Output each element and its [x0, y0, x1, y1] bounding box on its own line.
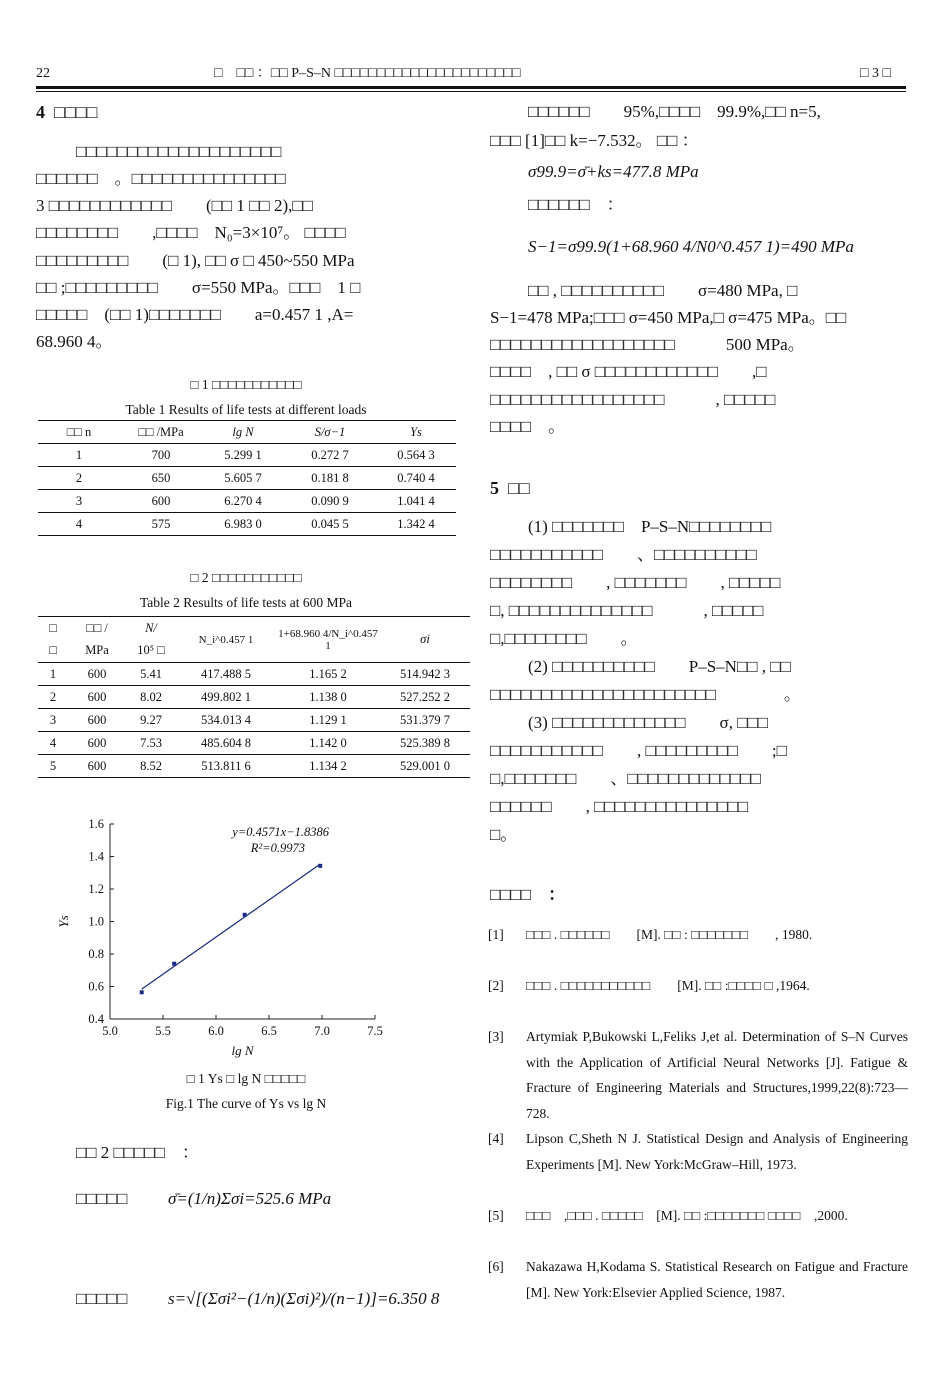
figure1-caption-cn: □ 1 Ys □ lg N □□□□□ — [186, 1071, 306, 1086]
x-tick-label: 7.0 — [314, 1024, 330, 1038]
table-header-cell: MPa — [85, 643, 109, 658]
table-row — [38, 513, 456, 536]
reference-text: Lipson C,Sheth N J. Statistical Design and Analysis of Engineering Experiments [M]. New York:McGraw–Hill, 1973. — [526, 1131, 908, 1172]
table-cell: 0.740 4 — [397, 470, 435, 485]
table-cell: 527.252 2 — [400, 689, 450, 704]
y-tick-label: 1.4 — [88, 849, 104, 864]
table-header-cell: 10⁵ □ — [137, 643, 165, 658]
issue-label: □ 3 □ — [860, 66, 891, 81]
section-4-heading: 4 □□□□ — [36, 102, 98, 122]
table-row — [38, 444, 456, 467]
table-cell: 600 — [87, 758, 107, 773]
table-cell: 525.389 8 — [400, 735, 450, 750]
reference-number: [6] — [488, 1259, 504, 1274]
reference-text: □□□ . □□□□□□□□□□□ [M]. □□ :□□□□ □ ,1964. — [526, 978, 810, 993]
table-cell: 5.299 1 — [224, 447, 262, 462]
std-label: □□□□□ — [76, 1289, 128, 1308]
table-cell: 417.488 5 — [201, 666, 251, 681]
y-tick-label: 0.6 — [88, 979, 104, 994]
running-title: □ □□ ：□□ P–S–N □□□□□□□□□□□□□□□□□□□□□□ — [214, 66, 521, 81]
reference-text: Nakazawa H,Kodama S. Statistical Research on Fatigue and Fracture [M]. New York:Elsevier Applied Science, 1987. — [526, 1259, 908, 1300]
y-axis-label: Ys — [56, 915, 71, 928]
reference-item — [488, 1126, 908, 1203]
text-line: □□□□□□□□□□□□□□□□□□□□□□ 。 — [490, 685, 801, 704]
table2-caption-cn: □ 2 □□□□□□□□□□□ — [190, 570, 302, 585]
text-line: 3 □□□□□□□□□□□□ (□□ 1 □□ 2),□□ — [36, 196, 313, 215]
table-header-cell: Ys — [410, 424, 422, 439]
y-tick-label: 0.4 — [88, 1012, 104, 1026]
reference-item — [488, 1203, 908, 1254]
table-cell: 499.802 1 — [201, 689, 251, 704]
reference-text: □□□ ,□□□ . □□□□□ [M]. □□ :□□□□□□□ □□□□ ,2000. — [526, 1208, 848, 1223]
table2-caption-en: Table 2 Results of life tests at 600 MPa — [139, 595, 353, 610]
table-cell: 3 — [75, 493, 83, 508]
text-line: □□□□□□ , □□□□□□□□□□□□□□□ — [490, 797, 749, 816]
table-header-row — [38, 617, 470, 640]
text-line: □□□□□□□□□□□□□□□□□□ 500 MPa。 — [490, 335, 805, 354]
reference-item — [488, 1254, 908, 1331]
text-line: □□□□□□□□□□□□□□□□□□□□ — [76, 142, 282, 161]
reference-item — [488, 922, 908, 973]
figure1-caption-en: Fig.1 The curve of Ys vs lg N — [165, 1096, 327, 1111]
table-row — [38, 732, 470, 755]
table-cell: 1.134 2 — [309, 758, 347, 773]
table-cell: 0.090 9 — [311, 493, 349, 508]
table-cell: 485.604 8 — [201, 735, 251, 750]
header-rule-thin — [36, 91, 906, 92]
x-tick-label: 6.0 — [208, 1024, 224, 1038]
y-tick-label: 1.0 — [88, 914, 104, 929]
r-squared-label: R²=0.9973 — [250, 841, 305, 855]
text-line: □, □□□□□□□□□□□□□□ , □□□□□ — [490, 601, 764, 620]
text-line: □□□□ , □□ σ □□□□□□□□□□□□ ,□ — [490, 362, 767, 381]
text-line: (2) □□□□□□□□□□ P–S–N□□ , □□ — [528, 657, 791, 676]
table-cell: 0.564 3 — [397, 447, 435, 462]
table-cell: 600 — [87, 735, 107, 750]
text-line: □□□□□□□□ ,□□□□ N₀=3×10⁷。 □□□□ — [36, 223, 346, 242]
page-number: 22 — [36, 66, 50, 81]
text-line: S−1=478 MPa;□□□ σ=450 MPa,□ σ=475 MPa。□□ — [490, 308, 847, 327]
table-row — [38, 709, 470, 732]
table-cell: 700 — [151, 447, 171, 462]
table-cell: 1.342 4 — [397, 516, 435, 531]
x-tick-label: 5.5 — [155, 1024, 171, 1038]
table-cell: 650 — [151, 470, 171, 485]
text-line: □□□□ 。 — [490, 417, 566, 436]
trendline — [142, 864, 320, 989]
table-cell: 575 — [151, 516, 171, 531]
std-formula: s=√[(Σσi²−(1/n)(Σσi)²)/(n−1)]=6.350 8 — [168, 1289, 440, 1308]
reference-text: □□□ . □□□□□□ [M]. □□ : □□□□□□□ , 1980. — [526, 927, 813, 942]
table-header-cell: □ — [49, 643, 57, 658]
table-cell: 514.942 3 — [400, 666, 450, 681]
table-cell: 9.27 — [140, 712, 162, 727]
table-header-cell: N_i^0.457 1 — [198, 633, 254, 646]
table-cell: 600 — [151, 493, 171, 508]
table-cell: 7.53 — [140, 735, 162, 750]
table1 — [38, 420, 456, 536]
table-cell: 1.138 0 — [309, 689, 347, 704]
reference-item — [488, 1024, 908, 1126]
reference-text: Artymiak P,Bukowski L,Feliks J,et al. Determination of S–N Curves with the Application of Artificial Neural Networks [J]. Fatigue & Fracture of Engineering Materials and Structures,1999,22(8):723—728. — [526, 1029, 908, 1121]
table-cell: 0.045 5 — [311, 516, 349, 531]
x-axis-label: lg N — [231, 1043, 254, 1058]
text-line: □□□□□□□□□□□□□□□□□ , □□□□□ — [490, 390, 776, 409]
table-header-cell: 1+68.960 4/N_i^0.457 1 — [278, 627, 378, 652]
text-line: □□□□□□ 95%,□□□□ 99.9%,□□ n=5, — [528, 102, 821, 121]
text-line: □□ ;□□□□□□□□□ σ=550 MPa。□□□ 1 □ — [36, 278, 361, 297]
table-header-cell: □□ / — [86, 620, 108, 635]
header-rule-thick — [36, 86, 906, 89]
x-tick-label: 5.0 — [102, 1024, 118, 1038]
text-line: □□□□□□ 。□□□□□□□□□□□□□□□ — [36, 169, 286, 188]
equation-sigma-99-9: σ99.9=σ̄+ks=477.8 MPa — [528, 162, 699, 181]
mean-formula: σ̄=(1/n)Σσi=525.6 MPa — [168, 1189, 332, 1208]
table-cell: 1.165 2 — [309, 666, 347, 681]
table-header-row — [38, 421, 456, 444]
text-line: □。 — [490, 825, 518, 844]
table-cell: 600 — [87, 712, 107, 727]
reference-number: [1] — [488, 927, 504, 942]
table-cell: 3 — [49, 712, 57, 727]
y-tick-label: 0.8 — [88, 947, 104, 961]
table-cell: 4 — [75, 516, 83, 531]
table-cell: 1.041 4 — [397, 493, 435, 508]
table-header-cell: N/ — [145, 620, 157, 635]
table2 — [38, 616, 470, 778]
table-cell: 5 — [49, 758, 57, 773]
table-cell: 6.270 4 — [224, 493, 262, 508]
table-cell: 531.379 7 — [400, 712, 450, 727]
reference-number: [2] — [488, 978, 504, 993]
text-line: □□□□□□□□□□□ , □□□□□□□□□ ;□ — [490, 741, 787, 760]
table-cell: 5.41 — [140, 666, 162, 681]
data-point — [318, 864, 322, 868]
text-line: □□□□□ (□□ 1)□□□□□□□ a=0.457 1 ,A= — [36, 305, 354, 324]
table-cell: 534.013 4 — [201, 712, 251, 727]
text-line: □,□□□□□□□□ 。 — [490, 629, 638, 648]
table-cell: 2 — [49, 689, 57, 704]
table-header-cell: σi — [420, 632, 430, 646]
table-row — [38, 686, 470, 709]
table-header-cell: □□ n — [66, 424, 92, 439]
x-tick-label: 7.5 — [367, 1024, 383, 1038]
figure1-chart — [50, 812, 400, 1062]
text-line: □□□□□□□□ , □□□□□□□ , □□□□□ — [490, 573, 781, 592]
table-cell: 8.52 — [140, 758, 162, 773]
statistics-intro: □□ 2 □□□□□ ： — [76, 1143, 199, 1162]
text-line: (3) □□□□□□□□□□□□□ σ, □□□ — [528, 713, 769, 732]
data-point — [172, 962, 176, 966]
table-cell: 1.129 1 — [309, 712, 347, 727]
text-line: □□ , □□□□□□□□□□ σ=480 MPa, □ — [528, 281, 798, 300]
table-header-cell: □ — [49, 620, 57, 635]
table-cell: 2 — [75, 470, 83, 485]
text-line: □□□□□□□□□ (□ 1), □□ σ □ 450~550 MPa — [36, 251, 355, 270]
reference-number: [4] — [488, 1131, 504, 1146]
table-cell: 600 — [87, 689, 107, 704]
reference-number: [5] — [488, 1208, 504, 1223]
y-tick-label: 1.2 — [88, 882, 104, 896]
table-cell: 8.02 — [140, 689, 162, 704]
table-cell: 600 — [87, 666, 107, 681]
equation-fatigue-limit: S−1=σ99.9(1+68.960 4/N0^0.457 1)=490 MPa — [528, 237, 854, 256]
table-cell: 6.983 0 — [224, 516, 262, 531]
text-line: □□□□□□ ： — [528, 195, 624, 214]
references-heading: □□□□ ： — [490, 885, 566, 904]
table1-caption-en: Table 1 Results of life tests at different loads — [125, 402, 367, 417]
table-cell: 513.811 6 — [201, 758, 251, 773]
table-row — [38, 467, 456, 490]
trendline-equation: y=0.4571x−1.8386 — [232, 825, 329, 839]
table-cell: 1 — [75, 447, 83, 462]
table-cell: 4 — [49, 735, 57, 750]
reference-number: [3] — [488, 1029, 504, 1044]
reference-item — [488, 973, 908, 1024]
section-5-heading: 5 □□ — [490, 478, 530, 498]
text-line: (1) □□□□□□□ P–S–N□□□□□□□□ — [528, 517, 772, 536]
text-line: □□□□□□□□□□□ 、□□□□□□□□□□ — [490, 545, 757, 564]
table-row — [38, 490, 456, 513]
table-cell: 529.001 0 — [400, 758, 450, 773]
table-cell: 1 — [49, 666, 57, 681]
mean-label: □□□□□ — [76, 1189, 128, 1208]
y-tick-label: 1.6 — [88, 817, 104, 831]
table-cell: 0.272 7 — [311, 447, 349, 462]
table-row — [38, 663, 470, 686]
table-cell: 0.181 8 — [311, 470, 349, 485]
x-tick-label: 6.5 — [261, 1024, 277, 1038]
table-cell: 1.142 0 — [309, 735, 347, 750]
table-header-cell: S/σ−1 — [314, 424, 346, 439]
table-cell: 5.605 7 — [224, 470, 262, 485]
table1-caption-cn: □ 1 □□□□□□□□□□□ — [190, 377, 302, 392]
table-header-cell: □□ /MPa — [138, 424, 184, 439]
table-header-cell: lg N — [232, 424, 254, 439]
text-line: □□□ [1]□□ k=−7.532。 □□ ： — [490, 131, 699, 150]
text-line: 68.960 4。 — [36, 332, 113, 351]
table-row — [38, 755, 470, 778]
text-line: □,□□□□□□□ 、□□□□□□□□□□□□□ — [490, 769, 761, 788]
data-point — [243, 913, 247, 917]
data-point — [140, 990, 144, 994]
